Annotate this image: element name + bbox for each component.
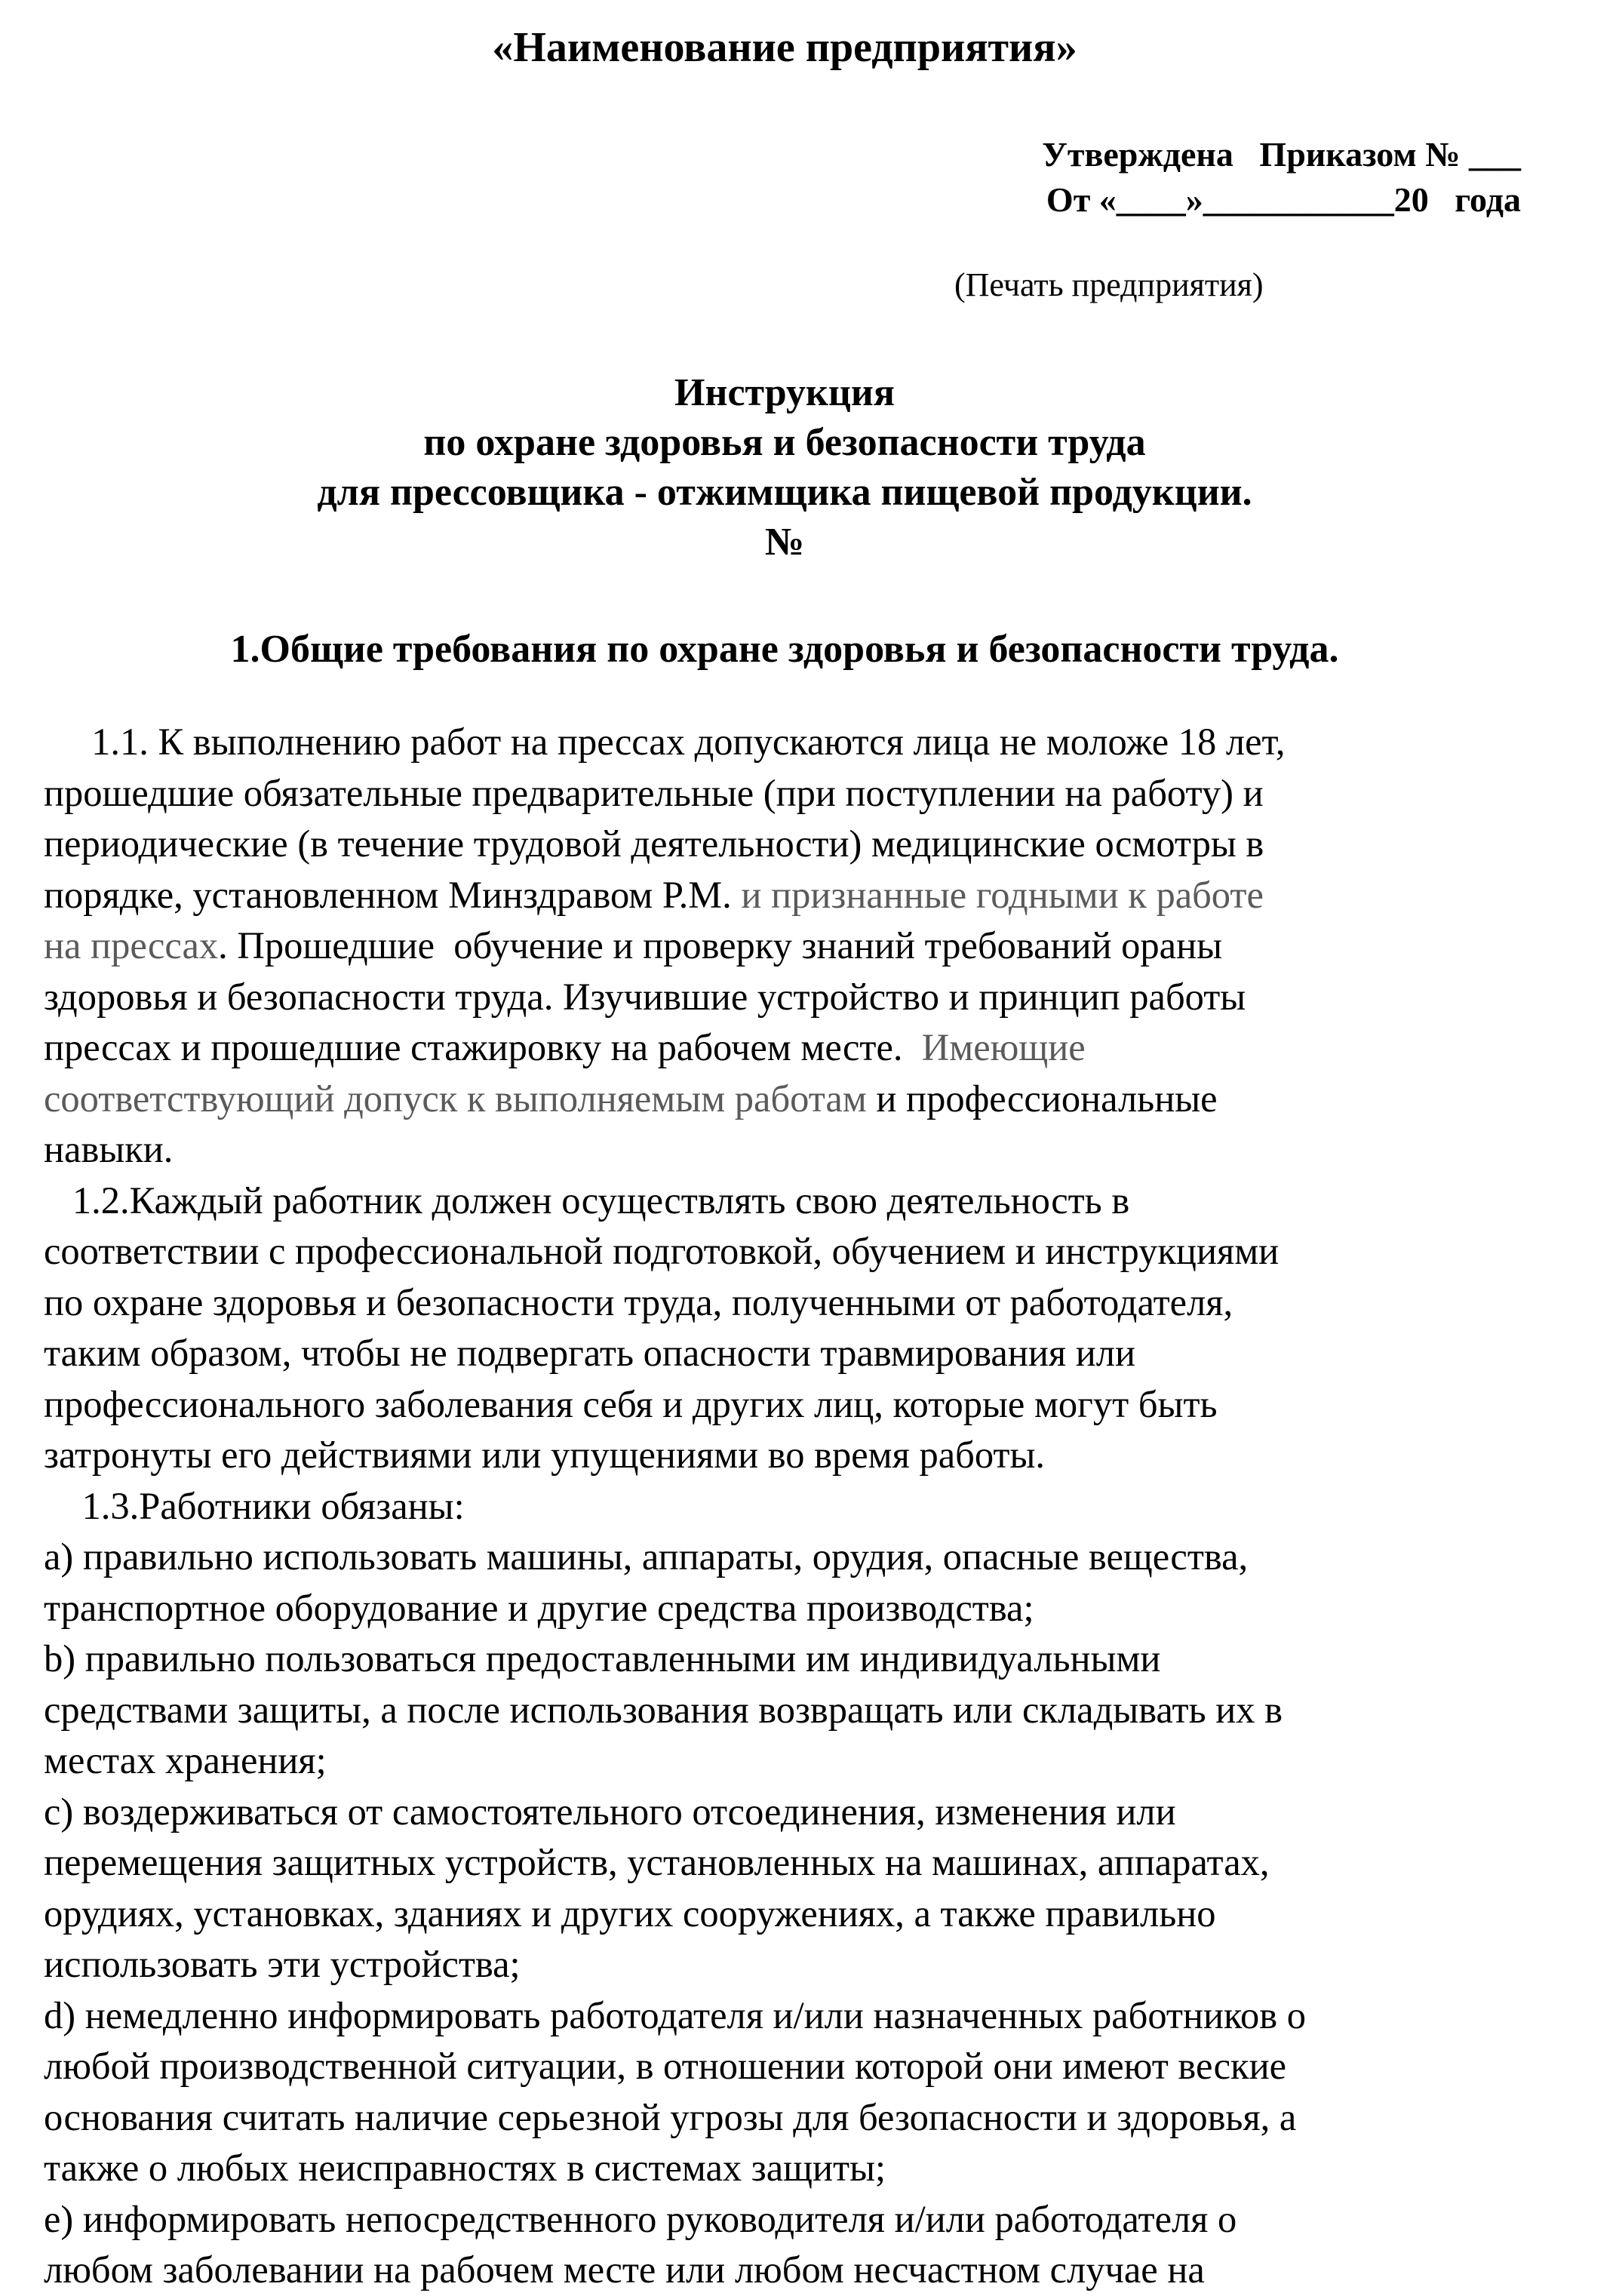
text-span: . Прошедшие обучение и проверку знаний требований ораны — [218, 924, 1223, 967]
text-line: соответствии с профессиональной подготовкой, обучением и инструкциями — [44, 1230, 1280, 1272]
text-line: профессионального заболевания себя и других лиц, которые могут быть — [44, 1382, 1218, 1425]
text-line: орудиях, установках, зданиях и других сооружениях, а также правильно — [44, 1892, 1216, 1935]
text-line: любом заболевании на рабочем месте или любом несчастном случае на — [44, 2248, 1205, 2291]
text-line: здоровья и безопасности труда. Изучившие устройство и принцип работы — [44, 975, 1246, 1018]
approval-order-line: Утверждена Приказом № ___ — [1042, 135, 1521, 174]
document-body — [44, 717, 1590, 2296]
text-span: порядке, установленном Минздравом Р.М. — [44, 873, 732, 916]
text-line: 1.1. К выполнению работ на прессах допускаются лица не моложе 18 лет, — [44, 721, 1286, 763]
text-line: также о любых неисправностях в системах защиты; — [44, 2147, 886, 2189]
text-line: прошедшие обязательные предварительные (при поступлении на работу) и — [44, 771, 1264, 814]
text-line — [44, 1022, 1590, 1074]
text-span: прессах и прошедшие стажировку на рабочем месте. — [44, 1026, 922, 1068]
text-line: средствами защиты, а после использования возвращать или складывать их в — [44, 1688, 1283, 1731]
company-name: «Наименование предприятия» — [492, 24, 1077, 71]
section-heading: 1.Общие требования по охране здоровья и безопасности труда. — [230, 628, 1339, 671]
approval-block — [1042, 132, 1521, 223]
text-line — [44, 1074, 1590, 1125]
text-line: перемещения защитных устройств, установленных на машинах, аппаратах, — [44, 1841, 1270, 1883]
list-item-d: d) немедленно информировать работодателя и/или назначенных работников о — [44, 1993, 1306, 2036]
list-item-c: c) воздерживаться от самостоятельного отсоединения, изменения или — [44, 1790, 1176, 1833]
text-line — [44, 921, 1590, 972]
paragraph-1-2 — [44, 1176, 1590, 1481]
title-line-2: по охране здоровья и безопасности труда — [423, 421, 1146, 464]
list-item-b: b) правильно пользоваться предоставленными им индивидуальными — [44, 1637, 1161, 1680]
title-line-1: Инструкция — [674, 371, 895, 414]
list-item-e: e) информировать непосредственного руководителя и/или работодателя о — [44, 2197, 1237, 2240]
highlighted-text: соответствующий допуск к выполняемым работам — [44, 1077, 867, 1120]
document-title — [0, 368, 1569, 567]
text-line: по охране здоровья и безопасности труда, полученными от работодателя, — [44, 1280, 1233, 1323]
highlighted-text: Имеющие — [921, 1026, 1086, 1068]
text-line: 1.2.Каждый работник должен осуществлять свою деятельность в — [44, 1179, 1130, 1222]
text-line: основания считать наличие серьезной угрозы для безопасности и здоровья, а — [44, 2095, 1297, 2138]
paragraph-1-1 — [44, 717, 1590, 1176]
highlighted-text: на прессах — [44, 924, 219, 967]
text-line: использовать эти устройства; — [44, 1943, 521, 1985]
list-item-a: a) правильно использовать машины, аппараты, орудия, опасные вещества, — [44, 1535, 1249, 1578]
text-line: периодические (в течение трудовой деятельности) медицинские осмотры в — [44, 822, 1264, 865]
text-line — [44, 870, 1590, 921]
text-span: и профессиональные — [866, 1077, 1218, 1120]
stamp-placeholder: (Печать предприятия) — [954, 266, 1264, 303]
paragraph-1-3 — [44, 1481, 1590, 2296]
highlighted-text: и признанные годными к работе — [731, 873, 1264, 916]
approval-date-line: От «____»___________20 года — [1046, 180, 1521, 219]
title-line-3: для прессовщика - отжимщика пищевой продукции. — [317, 471, 1252, 514]
text-line: затронуты его действиями или упущениями во время работы. — [44, 1434, 1046, 1476]
text-line: таким образом, чтобы не подвергать опасности травмирования или — [44, 1332, 1135, 1374]
title-line-4: № — [764, 521, 805, 564]
text-line: навыки. — [44, 1128, 174, 1170]
text-line: местах хранения; — [44, 1739, 327, 1781]
text-line: 1.3.Работники обязаны: — [44, 1484, 465, 1527]
text-line: транспортное оборудование и другие средства производства; — [44, 1586, 1034, 1629]
text-line: любой производственной ситуации, в отношении которой они имеют веские — [44, 2045, 1287, 2087]
